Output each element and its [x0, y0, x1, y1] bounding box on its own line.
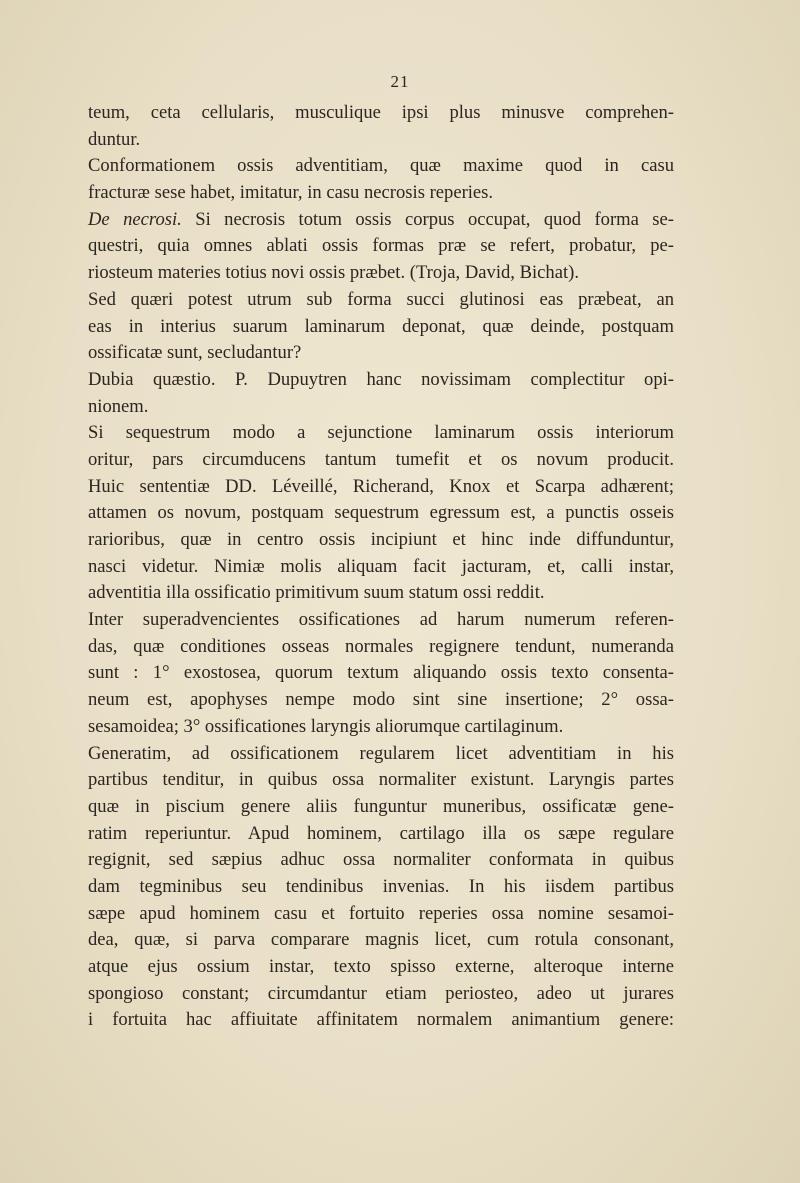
page-number: 21 — [390, 72, 410, 91]
text-line: nasci videtur. Nimiæ molis aliquam facit jacturam, et, calli instar, — [88, 555, 674, 577]
text-line: eas in interius suarum laminarum deponat, quæ deinde, postquam — [88, 315, 674, 337]
section-lead: De necrosi. — [88, 208, 182, 230]
text-line: partibus tenditur, in quibus ossa normaliter existunt. Laryngis partes — [88, 769, 674, 791]
text-line: sunt : 1° exostosea, quorum textum aliquando ossis texto consenta- — [88, 662, 674, 684]
text-line: oritur, pars circumducens tantum tumefit et os novum producit. — [88, 448, 674, 470]
text-line: adventitia illa ossificatio primitivum suum statum ossi reddit. — [88, 582, 545, 604]
text-line: sesamoidea; 3° ossificationes laryngis aliorumque cartilaginum. — [88, 715, 564, 737]
text-line: ossificatæ sunt, secludantur? — [88, 342, 302, 364]
text-line — [88, 207, 674, 234]
text-line: rarioribus, quæ in centro ossis incipiunt et hinc inde diffunduntur, — [88, 529, 674, 550]
text-line: teum, ceta cellularis, musculique ipsi plus minusve comprehen- — [88, 102, 674, 123]
text-line: nionem. — [88, 395, 149, 417]
text-line: Inter superadvencientes ossificationes ad harum numerum referen- — [88, 609, 674, 631]
text-line: dam tegminibus seu tendinibus invenias. In his iisdem partibus — [88, 875, 674, 897]
text-line: quæ in piscium genere aliis funguntur muneribus, ossificatæ gene- — [88, 795, 674, 817]
text-line: duntur. — [88, 128, 141, 150]
text-line: das, quæ conditiones osseas normales regignere tendunt, numeranda — [88, 635, 674, 657]
text-line: ratim reperiuntur. Apud hominem, cartilago illa os sæpe regulare — [88, 822, 674, 844]
text-line: Dubia quæstio. P. Dupuytren hanc novissimam complectitur opi- — [88, 368, 674, 390]
text-line: Si sequestrum modo a sejunctione laminarum ossis interiorum — [88, 422, 674, 444]
body-text — [88, 100, 674, 1034]
text-line: sæpe apud hominem casu et fortuito reperies ossa nomine sesamoi- — [88, 902, 674, 924]
text-line: spongioso constant; circumdantur etiam periosteo, adeo ut jurares — [88, 982, 674, 1004]
text-line: questri, quia omnes ablati ossis formas præ se refert, probatur, pe- — [88, 235, 674, 257]
text-fragment: Si necrosis totum ossis corpus occupat, quod forma se- — [181, 208, 674, 230]
text-line: atque ejus ossium instar, texto spisso externe, alteroque interne — [88, 956, 674, 977]
text-line: i fortuita hac affiuitate affinitatem normalem animantium genere: — [88, 1009, 674, 1031]
text-line: Generatim, ad ossificationem regularem licet adventitiam in his — [88, 742, 674, 764]
text-line: fracturæ sese habet, imitatur, in casu necrosis reperies. — [88, 182, 494, 204]
text-line: Sed quæri potest utrum sub forma succi glutinosi eas præbeat, an — [88, 288, 674, 310]
text-line: dea, quæ, si parva comparare magnis licet, cum rotula consonant, — [88, 929, 674, 951]
text-line: attamen os novum, postquam sequestrum egressum est, a punctis osseis — [88, 502, 674, 524]
text-line: regignit, sed sæpius adhuc ossa normaliter conformata in quibus — [88, 849, 674, 871]
text-line: Huic sententiæ DD. Léveillé, Richerand, Knox et Scarpa adhærent; — [88, 475, 674, 497]
text-line: Conformationem ossis adventitiam, quæ maxime quod in casu — [88, 155, 674, 177]
text-line: neum est, apophyses nempe modo sint sine insertione; 2° ossa- — [88, 689, 674, 711]
text-line: riosteum materies totius novi ossis præbet. (Troja, David, Bichat). — [88, 262, 579, 284]
